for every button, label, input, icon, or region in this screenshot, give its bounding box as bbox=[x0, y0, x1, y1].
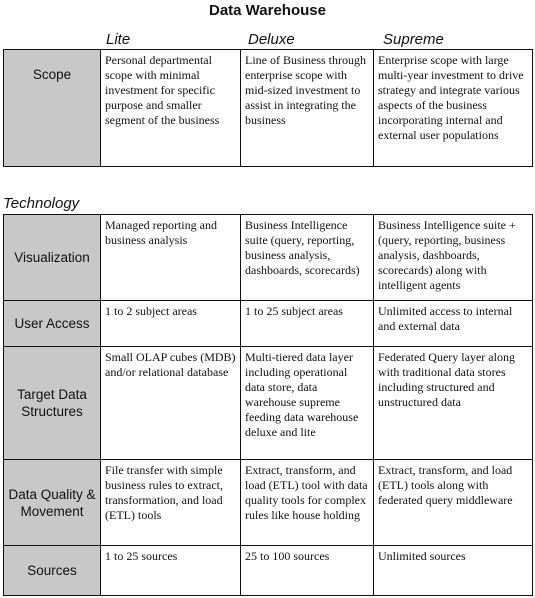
table-row bbox=[4, 460, 533, 546]
cell-target-data-structures-lite: Small OLAP cubes (MDB) and/or relational database bbox=[101, 347, 241, 460]
cell-target-data-structures-supreme: Federated Query layer along with traditional data stores including structured and unstructured data bbox=[374, 347, 533, 460]
cell-sources-supreme: Unlimited sources bbox=[374, 546, 533, 596]
table-row bbox=[4, 301, 533, 347]
cell-data-quality-movement-supreme: Extract, transform, and load (ETL) tools along with federated query middleware bbox=[374, 460, 533, 546]
section-title-technology: Technology bbox=[3, 195, 80, 212]
column-header-lite: Lite bbox=[106, 31, 131, 48]
row-label-scope: Scope bbox=[4, 50, 101, 167]
cell-visualization-deluxe: Business Intelligence suite (query, reporting, business analysis, dashboards, scorecards) bbox=[241, 215, 374, 301]
row-label-sources: Sources bbox=[4, 546, 101, 596]
table-row bbox=[4, 347, 533, 460]
column-header-supreme: Supreme bbox=[383, 31, 444, 48]
cell-data-quality-movement-lite: File transfer with simple business rules to extract, transformation, and load (ETL) tools bbox=[101, 460, 241, 546]
cell-user-access-deluxe: 1 to 25 subject areas bbox=[241, 301, 374, 347]
cell-scope-deluxe: Line of Business through enterprise scope with mid-sized investment to assist in integrating the business bbox=[241, 50, 374, 167]
cell-sources-deluxe: 25 to 100 sources bbox=[241, 546, 374, 596]
cell-target-data-structures-deluxe: Multi-tiered data layer including operational data store, data warehouse supreme feeding data warehouse deluxe and lite bbox=[241, 347, 374, 460]
column-header-deluxe: Deluxe bbox=[248, 31, 295, 48]
technology-table bbox=[3, 214, 533, 596]
table-row bbox=[4, 546, 533, 596]
cell-user-access-supreme: Unlimited access to internal and external data bbox=[374, 301, 533, 347]
cell-visualization-supreme: Business Intelligence suite + (query, reporting, business analysis, dashboards, scorecards) along with intelligent agents bbox=[374, 215, 533, 301]
cell-visualization-lite: Managed reporting and business analysis bbox=[101, 215, 241, 301]
row-label-data-quality-movement: Data Quality & Movement bbox=[4, 460, 101, 546]
cell-scope-lite: Personal departmental scope with minimal investment for specific purpose and smaller segment of the business bbox=[101, 50, 241, 167]
page-title: Data Warehouse bbox=[209, 2, 326, 19]
scope-table bbox=[3, 49, 533, 167]
cell-user-access-lite: 1 to 2 subject areas bbox=[101, 301, 241, 347]
cell-sources-lite: 1 to 25 sources bbox=[101, 546, 241, 596]
scope-row bbox=[4, 50, 533, 167]
cell-scope-supreme: Enterprise scope with large multi-year investment to drive strategy and integrate various aspects of the business incorporating internal and external user populations bbox=[374, 50, 533, 167]
cell-data-quality-movement-deluxe: Extract, transform, and load (ETL) tool with data quality tools for complex rules like house holding bbox=[241, 460, 374, 546]
row-label-target-data-structures: Target Data Structures bbox=[4, 347, 101, 460]
table-row bbox=[4, 215, 533, 301]
row-label-visualization: Visualization bbox=[4, 215, 101, 301]
row-label-user-access: User Access bbox=[4, 301, 101, 347]
